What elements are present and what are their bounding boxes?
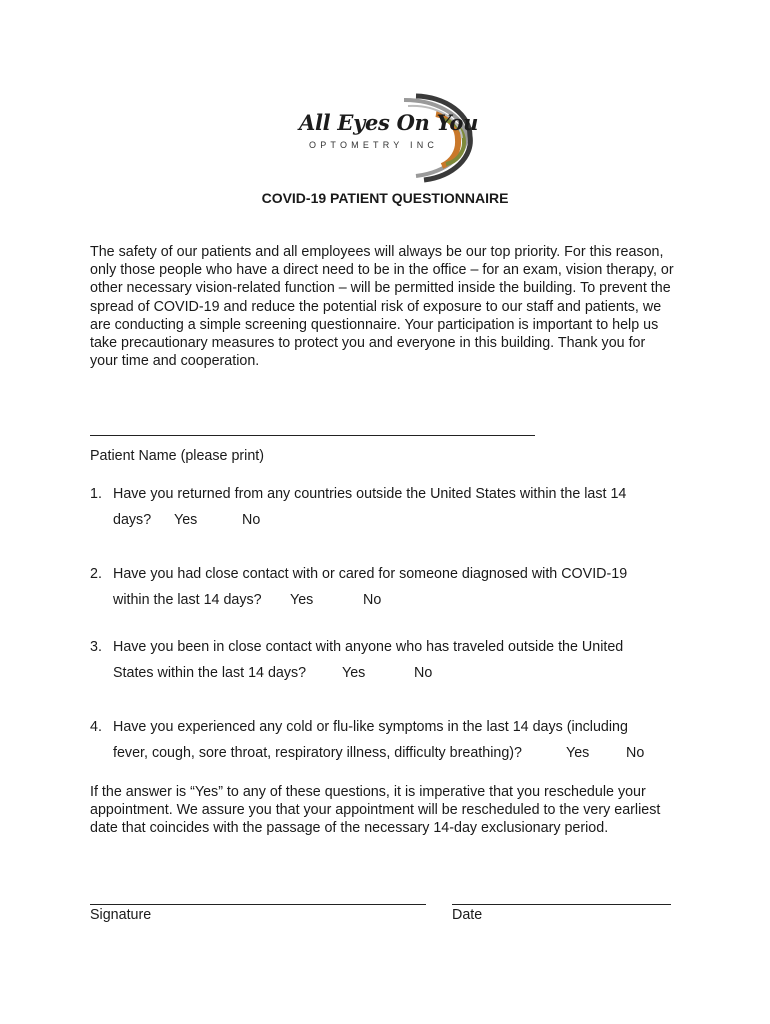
- question-4-continuation: fever, cough, sore throat, respiratory illness, difficulty breathing)?: [113, 745, 522, 761]
- question-text: Have you returned from any countries outside the United States within the last 14: [113, 486, 627, 502]
- question-1-yes-option[interactable]: Yes: [174, 512, 198, 528]
- closing-paragraph: If the answer is “Yes” to any of these questions, it is imperative that you reschedule your appointment. We assure you that your appointment will be rescheduled to the very earliest date that coincides with the passage of the necessary 14-day exclusionary period.: [90, 784, 661, 837]
- company-logo: [296, 92, 479, 184]
- intro-paragraph: The safety of our patients and all employees will always be our top priority. For this reason, only those people who have a direct need to be in the office – for an exam, vision therapy, or other necessary vision-related function – will be permitted inside the building. To prevent the spread of COVID-19 and reduce the potential risk of exposure to our staff and patients, we are conducting a simple screening questionnaire. Your participation is important to help us take precautionary measures to protect you and everyone in this building. Thank you for your time and cooperation.: [90, 244, 674, 370]
- patient-name-field[interactable]: [90, 435, 535, 436]
- question-4-no-option[interactable]: No: [626, 745, 645, 761]
- question-3-continuation: States within the last 14 days?: [113, 665, 307, 681]
- question-number: 2.: [90, 566, 102, 582]
- page-title: COVID-19 PATIENT QUESTIONNAIRE: [261, 190, 509, 206]
- logo-subtitle: OPTOMETRY INC: [309, 140, 439, 150]
- question-3-no-option[interactable]: No: [414, 665, 433, 681]
- question-1-no-option[interactable]: No: [242, 512, 261, 528]
- date-field[interactable]: [452, 904, 671, 905]
- logo-rings-icon: [296, 92, 479, 184]
- question-text: Have you had close contact with or cared for someone diagnosed with COVID-19: [113, 566, 628, 582]
- question-2-continuation: within the last 14 days?: [113, 592, 262, 608]
- signature-label: Signature: [90, 907, 152, 923]
- question-1-continuation: days?: [113, 512, 152, 528]
- date-label: Date: [452, 907, 483, 923]
- question-number: 4.: [90, 719, 102, 735]
- patient-name-label: Patient Name (please print): [90, 448, 265, 464]
- question-2-no-option[interactable]: No: [363, 592, 382, 608]
- logo-name: All Eyes On You: [299, 110, 479, 135]
- signature-field[interactable]: [90, 904, 426, 905]
- question-3-yes-option[interactable]: Yes: [342, 665, 366, 681]
- question-2-yes-option[interactable]: Yes: [290, 592, 314, 608]
- question-text: Have you been in close contact with anyone who has traveled outside the United: [113, 639, 624, 655]
- question-number: 1.: [90, 486, 102, 502]
- question-number: 3.: [90, 639, 102, 655]
- question-text: Have you experienced any cold or flu-like symptoms in the last 14 days (including: [113, 719, 628, 735]
- question-4-yes-option[interactable]: Yes: [566, 745, 590, 761]
